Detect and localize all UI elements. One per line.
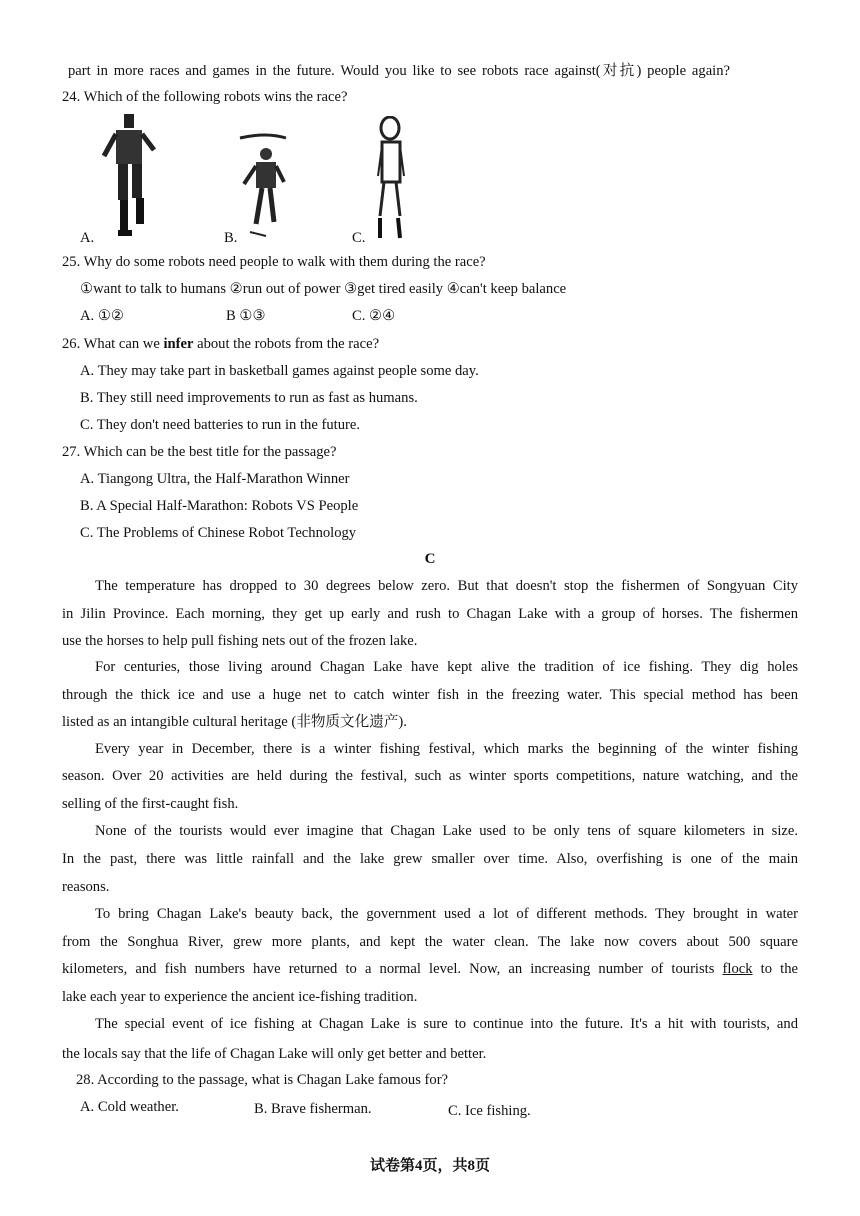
passage-c-line: For centuries, those living around Chagan Lake have kept alive the tradition of ice fishing. They dig holes — [95, 659, 798, 675]
page-footer: 试卷第4页，共8页 — [369, 1158, 490, 1174]
passage-c-line: kilometers, and fish numbers have returned to a normal level. Now, an increasing number of tourists flock to the — [62, 961, 798, 977]
q24-option-b: B. — [224, 230, 238, 246]
underlined-word-flock: flock — [722, 961, 753, 977]
passage-c-line: reasons. — [62, 879, 110, 895]
q28-option-a: A. Cold weather. — [80, 1099, 179, 1115]
q27-question: 27. Which can be the best title for the passage? — [62, 444, 337, 460]
q26-option-b: B. They still need improvements to run as fast as humans. — [80, 390, 418, 406]
passage-c-line: season. Over 20 activities are held during the festival, such as winter sports competitions, nature watching, and the — [62, 768, 798, 784]
q28-option-b: B. Brave fisherman. — [254, 1101, 372, 1117]
passage-c-line: In the past, there was little rainfall and the lake grew smaller over time. Also, overfishing is one of the main — [62, 851, 798, 867]
robot-figure-a — [96, 112, 166, 240]
q26-question: 26. What can we infer about the robots from the race? — [62, 336, 380, 352]
passage-c-line: To bring Chagan Lake's beauty back, the government used a lot of different methods. They brought in water — [95, 906, 798, 922]
passage-c-line: selling of the first-caught fish. — [62, 796, 239, 812]
passage-c-line: listed as an intangible cultural heritage (非物质文化遗产). — [62, 714, 407, 730]
passage-c-line: lake each year to experience the ancient ice-fishing tradition. — [62, 989, 418, 1005]
passage-c-line: use the horses to help pull fishing nets out of the frozen lake. — [62, 633, 418, 649]
q24-option-c: C. — [352, 230, 366, 246]
q25-option-c: C. ②④ — [352, 308, 396, 324]
intro-line: part in more races and games in the future. Would you like to see robots race against(对抗) people again? — [68, 63, 730, 79]
section-c-heading: C — [424, 551, 436, 567]
passage-c-line: through the thick ice and use a huge net to catch winter fish in the freezing water. This special method has been — [62, 687, 798, 703]
passage-c-line: The special event of ice fishing at Chagan Lake is sure to continue into the future. It's a hit with tourists, and — [95, 1016, 798, 1032]
passage-c-line: the locals say that the life of Chagan Lake will only get better and better. — [62, 1046, 487, 1062]
q26-option-c: C. They don't need batteries to run in the future. — [80, 417, 360, 433]
q25-question: 25. Why do some robots need people to walk with them during the race? — [62, 254, 486, 270]
q27-option-c: C. The Problems of Chinese Robot Technology — [80, 525, 357, 541]
robot-figure-c — [366, 116, 416, 242]
q27-option-b: B. A Special Half-Marathon: Robots VS People — [80, 498, 359, 514]
robot-figure-b — [236, 132, 296, 240]
passage-c-line: The temperature has dropped to 30 degrees below zero. But that doesn't stop the fishermen of Songyuan City — [95, 578, 798, 594]
passage-c-line: None of the tourists would ever imagine that Chagan Lake used to be only tens of square kilometers in size. — [95, 823, 798, 839]
q24-question: 24. Which of the following robots wins the race? — [62, 89, 348, 105]
passage-c-line: Every year in December, there is a winter fishing festival, which marks the beginning of the winter fishing — [95, 741, 798, 757]
q28-option-c: C. Ice fishing. — [448, 1103, 531, 1119]
q25-option-b: B ①③ — [226, 308, 266, 324]
q28-question: 28. According to the passage, what is Chagan Lake famous for? — [76, 1072, 449, 1088]
passage-c-line: in Jilin Province. Each morning, they get up early and rush to Chagan Lake with a group of horses. The fishermen — [62, 606, 798, 622]
q26-option-a: A. They may take part in basketball games against people some day. — [80, 363, 479, 379]
q24-option-a: A. — [80, 230, 95, 246]
passage-c-line: from the Songhua River, grew more plants, and kept the water clean. The lake now covers about 500 square — [62, 934, 798, 950]
q25-option-a: A. ①② — [80, 308, 125, 324]
q27-option-a: A. Tiangong Ultra, the Half-Marathon Winner — [80, 471, 350, 487]
q25-choices: ①want to talk to humans ②run out of power ③get tired easily ④can't keep balance — [80, 281, 567, 297]
